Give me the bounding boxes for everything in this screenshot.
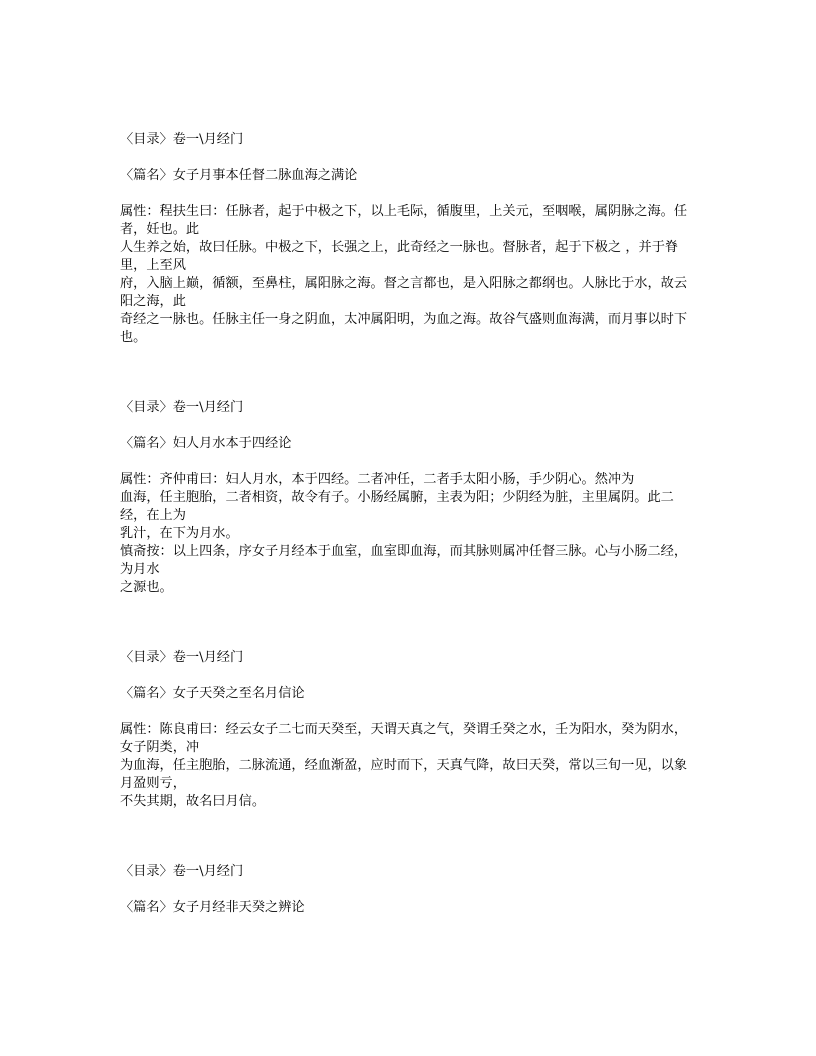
section-title: 〈篇名〉女子天癸之至名月信论 [120, 686, 305, 701]
section-body [120, 471, 700, 597]
body-line: 属性：程扶生曰：任脉者，起于中极之下，以上毛际，循腹里，上关元，至咽喉，属阴脉之海。任者，妊也。此 [120, 204, 688, 237]
toc-line: 〈目录〉卷一\月经门 [120, 650, 244, 665]
body-line: 奇经之一脉也。任脉主任一身之阴血，太冲属阳明，为血之海。故谷气盛则血海满，而月事以时下也。 [120, 312, 688, 345]
section-title: 〈篇名〉女子月事本任督二脉血海之满论 [120, 168, 358, 183]
body-line: 慎斋按：以上四条，序女子月经本于血室，血室即血海，而其脉则属冲任督三脉。心与小肠二经，为月水 [120, 544, 688, 577]
body-line: 属性：陈良甫曰：经云女子二七而天癸至，天谓天真之气，癸谓壬癸之水，壬为阳水，癸为阴水，女子阴类，冲 [120, 722, 688, 755]
toc-line: 〈目录〉卷一\月经门 [120, 864, 244, 879]
section-4 [120, 863, 700, 917]
body-line: 属性：齐仲甫曰：妇人月水，本于四经。二者冲任，二者手太阳小肠，手少阴心。然冲为 [120, 472, 635, 487]
section-1 [120, 131, 700, 347]
section-title: 〈篇名〉妇人月水本于四经论 [120, 436, 292, 451]
body-line: 不失其期，故名曰月信。 [120, 794, 266, 809]
section-body [120, 721, 700, 811]
body-line: 人生养之始，故曰任脉。中极之下，长强之上，此奇经之一脉也。督脉者，起于下极之 ，并于脊里，上至风 [120, 240, 679, 273]
toc-line: 〈目录〉卷一\月经门 [120, 400, 244, 415]
section-2 [120, 399, 700, 597]
body-line: 为血海，任主胞胎，二脉流通，经血渐盈，应时而下，天真气降，故曰天癸，常以三旬一见，以象月盈则亏， [120, 758, 688, 791]
toc-line: 〈目录〉卷一\月经门 [120, 132, 244, 147]
section-body [120, 203, 700, 347]
body-line: 府，入脑上巅，循额，至鼻柱，属阳脉之海。督之言都也，是入阳脉之都纲也。人脉比于水，故云阳之海，此 [120, 276, 688, 309]
section-title: 〈篇名〉女子月经非天癸之辨论 [120, 900, 305, 915]
document-content [120, 131, 700, 917]
body-line: 乳汁，在下为月水。 [120, 526, 239, 541]
body-line: 之源也。 [120, 580, 173, 595]
body-line: 血海，任主胞胎，二者相资，故令有子。小肠经属腑，主表为阳；少阴经为脏，主里属阴。此二经，在上为 [120, 490, 674, 523]
section-3 [120, 649, 700, 811]
